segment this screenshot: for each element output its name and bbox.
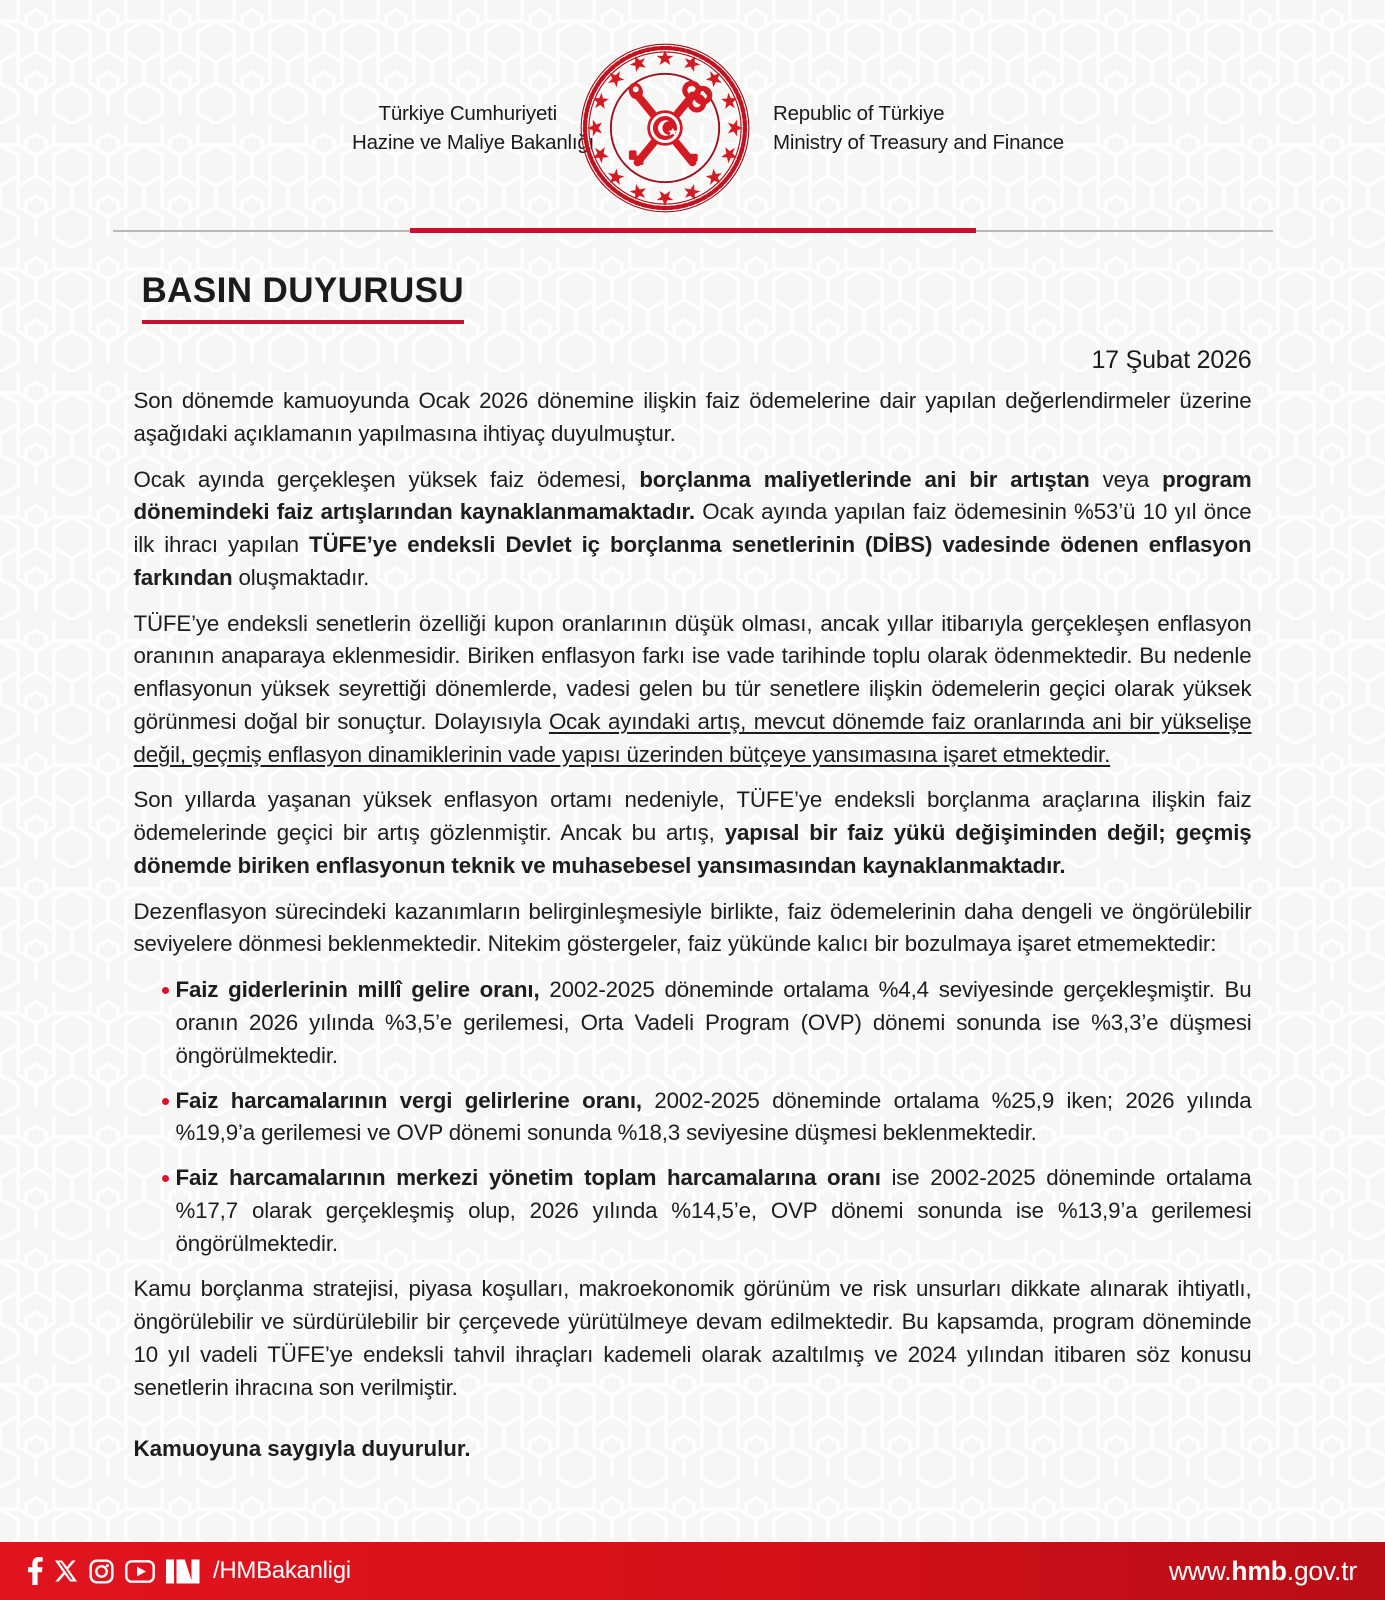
n-logo-icon[interactable]: [166, 1559, 200, 1584]
paragraph-4: [134, 784, 1252, 882]
closing-statement: Kamuoyuna saygıyla duyurulur.: [133, 1436, 471, 1462]
header-text-turkish: [352, 99, 595, 157]
p3-seg-b-underlined: Ocak ayındaki artış, mevcut dönemde faiz oranlarında ani bir yükselişe değil, geçmiş enflasyon dinamiklerinin vade yapısı üzerinden bütçeye yansımasına işaret etmektedir.: [133, 708, 1252, 767]
p2-seg-f-bold: TÜFE’ye endeksli Devlet iç borçlanma senetlerinin (DİBS) vadesinde ödenen enflasyon farkından: [133, 532, 1252, 590]
page-title: BASIN DUYURUSU: [142, 271, 465, 324]
list-item: [162, 1085, 1252, 1151]
p2-seg-c: veya: [1089, 466, 1163, 492]
header-en-line2: Ministry of Treasury and Finance: [773, 131, 1064, 154]
youtube-icon[interactable]: [125, 1560, 155, 1583]
website-brand: hmb: [1231, 1555, 1287, 1586]
ministry-header: [0, 0, 1385, 214]
turkish-ministry-emblem-icon: [579, 42, 751, 214]
bullet-1-rest: 2002-2025 döneminde ortalama %4,4 seviyesinde gerçekleşmiştir. Bu oranın 2026 yılında %3,5’e gerilemesi, Orta Vadeli Program (OVP) dönemi sonunda ise %3,3’e düşmesi öngörülmektedir.: [175, 977, 1252, 1068]
p2-seg-e: Ocak ayında yapılan faiz ödemesinin %53’ü 10 yıl önce ilk ihracı yapılan: [133, 499, 1252, 558]
header-en-line1: Republic of Türkiye: [773, 101, 945, 125]
header-text-english: [773, 99, 1064, 157]
header-tr-line2: Hazine ve Maliye Bakanlığı: [352, 131, 595, 154]
p4-seg-b-bold: yapısal bir faiz yükü değişiminden değil; geçmiş dönemde biriken enflasyonun teknik ve muhasebesel yansımasından kaynaklanmaktadır.: [133, 820, 1252, 878]
header-tr-line1: Türkiye Cumhuriyeti: [378, 101, 557, 125]
p2-seg-b-bold: borçlanma maliyetlerinde ani bir artıştan: [639, 466, 1090, 492]
p2-seg-d-bold: program dönemindeki faiz artışlarından kaynaklanmamaktadır.: [133, 466, 1252, 525]
divider-right-grey: [976, 230, 1273, 232]
document-body: [134, 233, 1252, 1462]
x-twitter-icon[interactable]: [54, 1559, 78, 1583]
p2-seg-g: oluşmaktadır.: [232, 564, 370, 590]
bullet-3-rest: ise 2002-2025 döneminde ortalama %17,7 olarak gerçekleşmiş olup, 2026 yılında %14,5’e, OVP dönemi sonunda ise %13,9’a gerilemesi öngörülmektedir.: [175, 1165, 1252, 1256]
list-item: [162, 974, 1252, 1072]
website-prefix: www.: [1168, 1555, 1232, 1586]
list-item: [162, 1162, 1252, 1260]
document-date: 17 Şubat 2026: [1091, 346, 1252, 374]
paragraph-1: Son dönemde kamuoyunda Ocak 2026 dönemine ilişkin faiz ödemelerine dair yapılan değerlendirmeler üzerine aşağıdaki açıklamanın yapılmasına ihtiyaç duyulmuştur.: [133, 388, 1252, 446]
bullet-2-rest: 2002-2025 döneminde ortalama %25,9 iken; 2026 yılında %19,9’a gerilemesi ve OVP dönemi sonunda %18,3 seviyesine düşmesi beklenmektedir.: [175, 1087, 1252, 1146]
bullet-1-lead: Faiz giderlerinin millî gelire oranı,: [175, 977, 540, 1003]
divider-center-red: [410, 228, 976, 233]
paragraph-6: Kamu borçlanma stratejisi, piyasa koşulları, makroekonomik görünüm ve risk unsurları dikkate alınarak ihtiyatlı, öngörülebilir ve sürdürülebilir bir çerçevede yürütülmeye devam edilmektedir. Bu kapsamda, program döneminde 10 yıl vadeli TÜFE’ye endeksli tahvil ihraçları kademeli olarak azaltılmış ve 2024 yılından itibaren söz konusu senetlerin ihracına son verilmiştir.: [133, 1276, 1252, 1400]
website-suffix: .gov.tr: [1286, 1555, 1357, 1586]
p3-seg-a: TÜFE’ye endeksli senetlerin özelliği kupon oranlarının düşük olması, ancak yıllar itibarıyla gerçekleşen enflasyon oranının anaparaya eklenmesidir. Biriken enflasyon farkı ise vade tarihinde toplu olarak ödenmektedir. Bu nedenle enflasyonun yüksek seyrettiği dönemlerde, vadesi gelen bu tür senetlere ilişkin ödemelerin geçici olarak yüksek görünmesi doğal bir sonuçtur. Dolayısıyla: [133, 610, 1252, 734]
paragraph-2: [134, 464, 1252, 595]
social-handle[interactable]: /HMBakanligi: [213, 1557, 351, 1584]
page-footer: [0, 1542, 1385, 1600]
instagram-icon[interactable]: [89, 1559, 114, 1584]
paragraph-5: Dezenflasyon sürecindeki kazanımların belirginleşmesiyle birlikte, faiz ödemelerinin daha dengeli ve öngörülebilir seviyelere dönmesi beklenmektedir. Nitekim göstergeler, faiz yükünde kalıcı bir bozulmaya işaret etmemektedir:: [133, 898, 1252, 957]
p4-seg-a: Son yıllarda yaşanan yüksek enflasyon ortamı nedeniyle, TÜFE’ye endeksli borçlanma araçlarına ilişkin faiz ödemelerinde geçici bir artış gözlenmiştir. Ancak bu artış,: [133, 787, 1252, 846]
paragraph-3: [134, 608, 1252, 772]
divider-left-grey: [113, 230, 410, 232]
website-url[interactable]: [1169, 1556, 1357, 1587]
bullet-3-lead: Faiz harcamalarının merkezi yönetim toplam harcamalarına oranı: [175, 1165, 881, 1191]
social-links: [28, 1557, 351, 1585]
bullet-2-lead: Faiz harcamalarının vergi gelirlerine oranı,: [175, 1087, 642, 1113]
indicator-bullet-list: [134, 974, 1252, 1260]
facebook-icon[interactable]: [28, 1557, 43, 1585]
p2-seg-a: Ocak ayında gerçekleşen yüksek faiz ödemesi,: [133, 466, 640, 492]
